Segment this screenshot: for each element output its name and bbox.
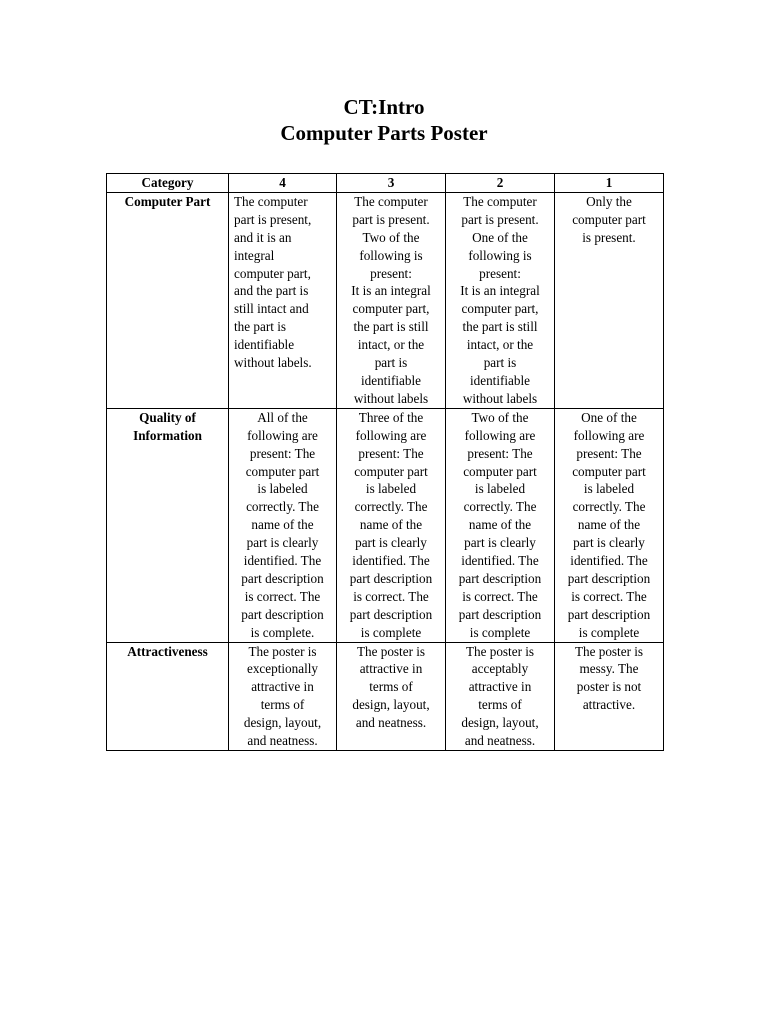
rubric-table — [106, 173, 664, 751]
criteria-text-line: correctly. The — [246, 499, 319, 515]
criteria-text-line: correctly. The — [463, 499, 537, 515]
criteria-text-line: following is — [468, 247, 532, 263]
criteria-text-line: design, layout, — [352, 697, 430, 713]
criteria-text-line: following are — [247, 427, 318, 443]
criteria-text-line: intact, or the — [357, 337, 425, 353]
header-score-3: 3 — [337, 174, 446, 193]
criteria-text-line: It is an integral — [351, 283, 431, 299]
criteria-text-line: integral — [234, 247, 275, 263]
criteria-text-line: The poster is — [248, 643, 317, 659]
criteria-text-line: One of the — [472, 229, 528, 245]
criteria-text-line: attractive in — [468, 679, 532, 695]
criteria-text-line: part is present. — [352, 211, 430, 227]
criteria-text-line: part is — [374, 355, 408, 371]
criteria-text-line: present: — [370, 265, 412, 281]
criteria-text-line: following is — [359, 247, 423, 263]
criteria-text-line: acceptably — [471, 661, 529, 677]
criteria-text-line: part is clearly — [355, 535, 427, 551]
criteria-cell-score-1 — [555, 408, 664, 642]
criteria-cell-score-2 — [446, 642, 555, 750]
criteria-text-line: poster is not — [576, 679, 642, 695]
criteria-text-line: is correct. The — [462, 588, 538, 604]
criteria-text-line: Only the — [586, 193, 632, 209]
criteria-text-line: present: The — [576, 445, 642, 461]
criteria-text-line: still intact and — [234, 301, 309, 317]
criteria-text-line: and neatness. — [355, 715, 427, 731]
criteria-text-line: is labeled — [474, 481, 526, 497]
criteria-text-line: part is present. — [461, 211, 539, 227]
criteria-text-line: identifiable — [234, 337, 295, 353]
criteria-text-line: terms of — [369, 679, 413, 695]
criteria-text-line: is labeled — [257, 481, 308, 497]
criteria-text-line: part description — [241, 606, 324, 622]
criteria-text-line: attractive in — [251, 679, 314, 695]
criteria-text-line: the part is still — [353, 319, 429, 335]
criteria-text-line: The computer — [234, 193, 308, 209]
criteria-text-line: name of the — [468, 517, 532, 533]
assignment-title: Computer Parts Poster — [280, 121, 488, 145]
criteria-text-line: The poster is — [574, 643, 644, 659]
criteria-text-line: correctly. The — [354, 499, 428, 515]
criteria-text-line: part is — [483, 355, 517, 371]
criteria-text-line: following are — [355, 427, 427, 443]
criteria-text-line: part description — [349, 606, 433, 622]
category-cell — [107, 642, 229, 750]
criteria-text-line: identified. The — [461, 553, 539, 569]
criteria-text-line: part description — [567, 570, 651, 586]
criteria-text-line: identifiable — [360, 372, 422, 388]
criteria-text-line: following are — [464, 427, 536, 443]
header-row — [107, 174, 664, 193]
criteria-text-line: and neatness. — [247, 733, 318, 749]
criteria-text-line: computer part — [572, 463, 646, 479]
criteria-text-line: is complete. — [250, 624, 315, 640]
criteria-text-line: Two of the — [362, 229, 420, 245]
criteria-text-line: present: — [479, 265, 521, 281]
criteria-text-line: terms of — [478, 697, 522, 713]
criteria-text-line: part is clearly — [464, 535, 536, 551]
criteria-text-line: part description — [349, 570, 433, 586]
category-label-line: Attractiveness — [127, 643, 208, 659]
criteria-text-line: is correct. The — [244, 588, 321, 604]
table-row — [107, 408, 664, 642]
criteria-text-line: Three of the — [358, 409, 424, 425]
criteria-text-line: The computer — [463, 193, 537, 209]
criteria-text-line: without labels — [353, 390, 429, 406]
header-score-4: 4 — [229, 174, 337, 193]
criteria-text-line: computer part, — [234, 265, 311, 281]
criteria-text-line: identifiable — [469, 372, 531, 388]
criteria-text-line: and it is an — [234, 229, 292, 245]
criteria-text-line: attractive in — [359, 661, 423, 677]
header-category: Category — [107, 174, 229, 193]
criteria-text-line: It is an integral — [460, 283, 540, 299]
criteria-text-line: part description — [458, 570, 542, 586]
criteria-text-line: name of the — [577, 517, 641, 533]
criteria-text-line: exceptionally — [246, 661, 319, 677]
criteria-text-line: intact, or the — [466, 337, 534, 353]
criteria-text-line: is labeled — [365, 481, 417, 497]
criteria-cell-score-1 — [555, 642, 664, 750]
criteria-text-line: All of the — [257, 409, 308, 425]
criteria-text-line: name of the — [359, 517, 423, 533]
criteria-text-line: part is clearly — [246, 535, 319, 551]
criteria-text-line: One of the — [581, 409, 637, 425]
criteria-text-line: is complete — [578, 624, 640, 640]
category-label-line: Information — [133, 427, 202, 443]
criteria-cell-score-3 — [337, 408, 446, 642]
criteria-text-line: without labels. — [234, 355, 312, 371]
criteria-text-line: identified. The — [570, 553, 648, 569]
course-title: CT:Intro — [343, 95, 425, 119]
criteria-text-line: the part is — [234, 319, 287, 335]
criteria-cell-score-2 — [446, 408, 555, 642]
criteria-cell-score-4 — [229, 192, 337, 408]
criteria-cell-score-3 — [337, 642, 446, 750]
table-row — [107, 192, 664, 408]
table-row — [107, 642, 664, 750]
criteria-text-line: computer part — [572, 211, 646, 227]
criteria-text-line: design, layout, — [461, 715, 539, 731]
criteria-text-line: identified. The — [352, 553, 430, 569]
criteria-text-line: messy. The — [579, 661, 639, 677]
criteria-text-line: name of the — [251, 517, 314, 533]
criteria-text-line: terms of — [260, 697, 305, 713]
criteria-text-line: part description — [241, 570, 324, 586]
criteria-text-line: present: The — [249, 445, 316, 461]
header-score-1: 1 — [555, 174, 664, 193]
criteria-text-line: is complete — [469, 624, 531, 640]
category-label-line: Quality of — [139, 409, 196, 425]
criteria-cell-score-4 — [229, 408, 337, 642]
criteria-text-line: design, layout, — [243, 715, 322, 731]
criteria-text-line: Two of the — [471, 409, 529, 425]
criteria-text-line: is correct. The — [353, 588, 429, 604]
criteria-cell-score-4 — [229, 642, 337, 750]
criteria-text-line: is labeled — [583, 481, 635, 497]
criteria-text-line: attractive. — [582, 697, 636, 713]
criteria-text-line: The poster is — [465, 643, 535, 659]
criteria-text-line: and the part is — [234, 283, 309, 299]
criteria-text-line: without labels — [462, 390, 538, 406]
category-label-line: Computer Part — [124, 193, 211, 209]
criteria-text-line: following are — [573, 427, 645, 443]
criteria-cell-score-3 — [337, 192, 446, 408]
criteria-text-line: is complete — [360, 624, 422, 640]
criteria-text-line: computer part — [245, 463, 320, 479]
criteria-text-line: present: The — [358, 445, 424, 461]
category-cell — [107, 408, 229, 642]
criteria-text-line: part is clearly — [573, 535, 645, 551]
criteria-text-line: identified. The — [243, 553, 322, 569]
criteria-text-line: is present. — [582, 229, 636, 245]
criteria-text-line: correctly. The — [572, 499, 646, 515]
criteria-text-line: The computer — [354, 193, 428, 209]
page-heading — [0, 94, 768, 146]
criteria-text-line: part is present, — [234, 211, 312, 227]
criteria-text-line: part description — [567, 606, 651, 622]
criteria-text-line: computer part, — [352, 301, 430, 317]
criteria-cell-score-1 — [555, 192, 664, 408]
criteria-text-line: present: The — [467, 445, 533, 461]
criteria-text-line: is correct. The — [571, 588, 647, 604]
criteria-text-line: the part is still — [462, 319, 538, 335]
criteria-text-line: computer part, — [461, 301, 539, 317]
criteria-text-line: part description — [458, 606, 542, 622]
category-cell — [107, 192, 229, 408]
criteria-cell-score-2 — [446, 192, 555, 408]
criteria-text-line: computer part — [463, 463, 537, 479]
criteria-text-line: The poster is — [356, 643, 426, 659]
header-score-2: 2 — [446, 174, 555, 193]
criteria-text-line: computer part — [354, 463, 428, 479]
criteria-text-line: and neatness. — [464, 733, 536, 749]
